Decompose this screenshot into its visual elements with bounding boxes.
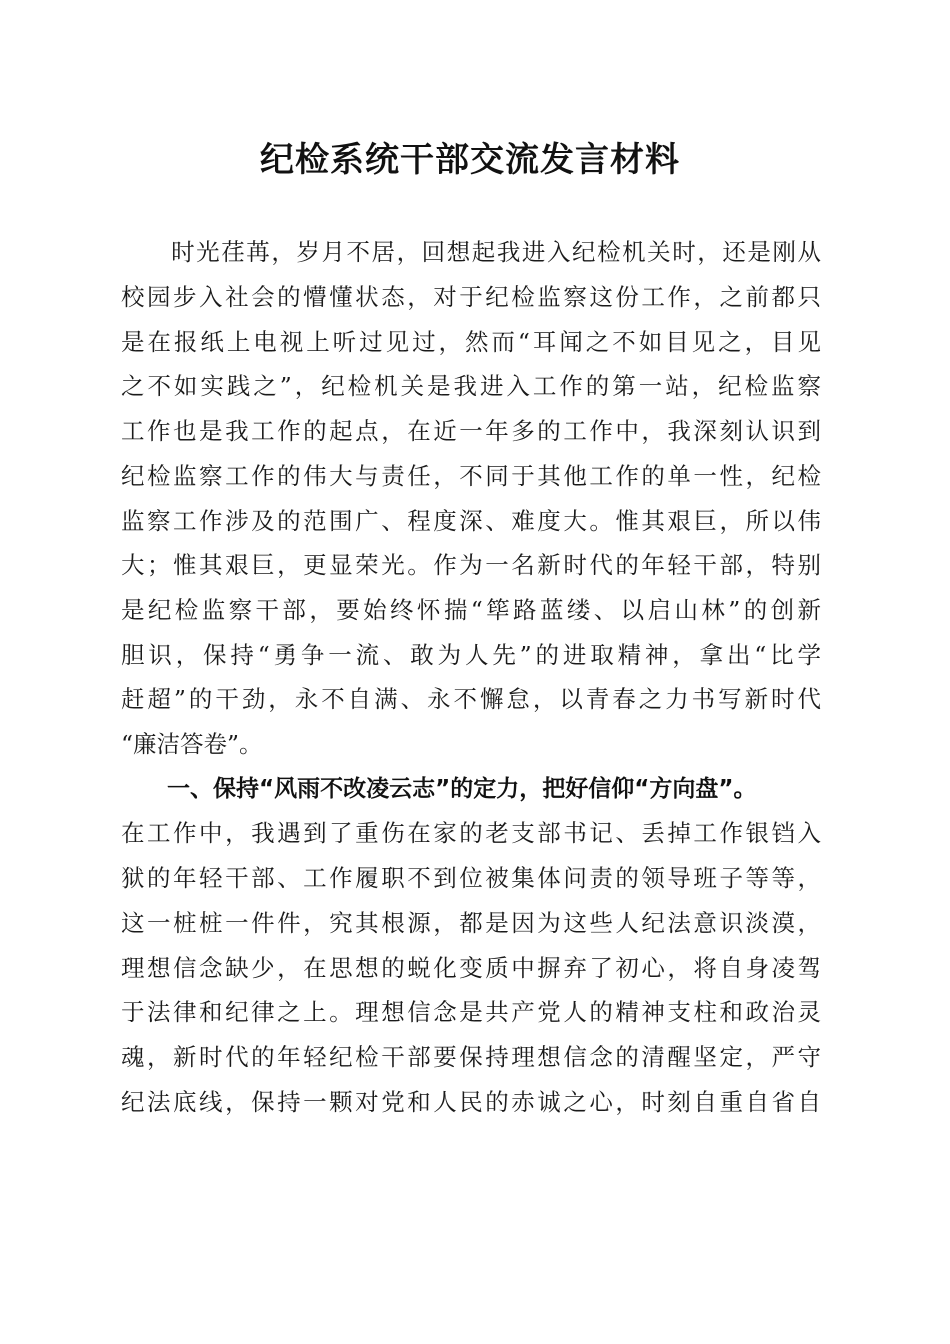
paragraph-line: “廉洁答卷”。 <box>121 730 263 758</box>
document-title: 纪检系统干部交流发言材料 <box>260 140 680 180</box>
paragraph-line: 纪检监察工作的伟大与责任，不同于其他工作的单一性，纪检 <box>121 462 821 490</box>
paragraph-line: 是纪检监察干部，要始终怀揣“筚路蓝缕、以启山林”的创新 <box>121 596 821 624</box>
paragraph-line: 魂，新时代的年轻纪检干部要保持理想信念的清醒坚定，严守 <box>121 1043 821 1071</box>
paragraph-line: 工作也是我工作的起点，在近一年多的工作中，我深刻认识到 <box>121 417 821 445</box>
paragraph-line: 纪法底线，保持一颗对党和人民的赤诚之心，时刻自重自省自 <box>121 1088 821 1116</box>
paragraph-line: 校园步入社会的懵懂状态，对于纪检监察这份工作，之前都只 <box>121 283 821 311</box>
paragraph-line: 理想信念缺少，在思想的蜕化变质中摒弃了初心，将自身凌驾 <box>121 954 821 982</box>
paragraph-line: 在工作中，我遇到了重伤在家的老支部书记、丢掉工作银铛入 <box>121 819 821 847</box>
paragraph-line: 胆识，保持“勇争一流、敢为人先”的进取精神，拿出“比学 <box>121 641 821 669</box>
section-heading: 一、保持“风雨不改凌云志”的定力，把好信仰“方向盘”。 <box>121 776 757 802</box>
paragraph-line: 时光荏苒，岁月不居，回想起我进入纪检机关时，还是刚从 <box>121 238 821 266</box>
paragraph-line: 之不如实践之”，纪检机关是我进入工作的第一站，纪检监察 <box>121 372 821 400</box>
paragraph-line: 于法律和纪律之上。理想信念是共产党人的精神支柱和政治灵 <box>121 998 821 1026</box>
paragraph-line: 监察工作涉及的范围广、程度深、难度大。惟其艰巨，所以伟 <box>121 507 821 535</box>
paragraph-line: 这一桩桩一件件，究其根源，都是因为这些人纪法意识淡漠， <box>121 909 821 937</box>
paragraph-line: 大；惟其艰巨，更显荣光。作为一名新时代的年轻干部，特别 <box>121 551 821 579</box>
paragraph-line: 是在报纸上电视上听过见过，然而“耳闻之不如目见之，目见 <box>121 328 821 356</box>
paragraph-line: 狱的年轻干部、工作履职不到位被集体问责的领导班子等等， <box>121 864 821 892</box>
paragraph-line: 赶超”的干劲，永不自满、永不懈怠，以青春之力书写新时代 <box>121 685 821 713</box>
